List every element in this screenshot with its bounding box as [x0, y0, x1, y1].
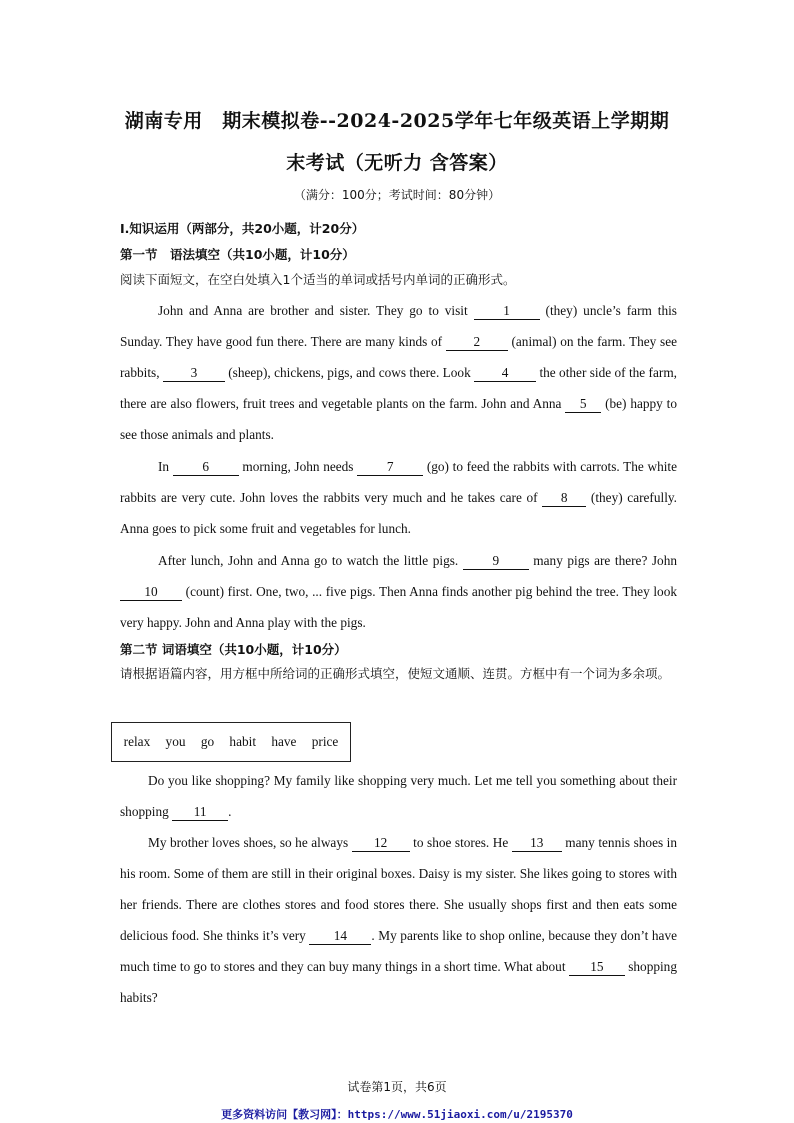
section1-heading: 第一节 语法填空（共10小题，计10分） — [120, 247, 355, 262]
blank-12: 12 — [352, 834, 410, 852]
blank-1: 1 — [474, 302, 540, 320]
word-option: price — [311, 734, 339, 749]
blank-11: 11 — [172, 803, 228, 821]
word-option: relax — [123, 734, 151, 749]
passage1-paragraph3: After lunch, John and Anna go to watch the little pigs. 9 many pigs are there? John 10 (count) first. One, two, ... five pigs. Then Anna finds another pig behind the tree. They look very happy. John and Anna play with the pigs. — [120, 553, 678, 630]
blank-2: 2 — [446, 333, 508, 351]
exam-info: （满分：100分；考试时间：80分钟） — [293, 188, 501, 202]
word-option: you — [165, 734, 186, 749]
passage2-paragraph1: Do you like shopping? My family like shopping very much. Let me tell you something about their shopping 11 . — [120, 773, 677, 819]
blank-5: 5 — [565, 395, 601, 413]
document-title-line1: 湖南专用 期末模拟卷--2024-2025学年七年级英语上学期期 — [124, 110, 670, 132]
blank-9: 9 — [463, 552, 529, 570]
site-link[interactable]: 更多资料访问【教习网】：https://www.51jiaoxi.com/u/2195370 — [221, 1108, 573, 1121]
word-option: have — [271, 734, 297, 749]
page-number: 试卷第1页，共6页 — [347, 1080, 447, 1094]
blank-6: 6 — [173, 458, 239, 476]
word-option: habit — [229, 734, 257, 749]
section1-instruction: 阅读下面短文，在空白处填入1个适当的单词或括号内单词的正确形式。 — [120, 272, 516, 287]
word-box — [111, 722, 351, 762]
blank-15: 15 — [569, 958, 625, 976]
section2-heading: 第二节 词语填空（共10小题，计10分） — [120, 642, 347, 657]
blank-7: 7 — [357, 458, 423, 476]
part1-heading: I.知识运用（两部分，共20小题，计20分） — [120, 221, 365, 236]
section2-instruction: 请根据语篇内容，用方框中所给词的正确形式填空，使短文通顺、连贯。方框中有一个词为多余项。 — [120, 666, 671, 681]
passage2-paragraph2: My brother loves shoes, so he always 12 to shoe stores. He 13 many tennis shoes in his room. Some of them are still in their original boxes. Daisy is my sister. She likes going to stores with her friends. There are clothes stores and food stores there. She usually shops first and then eats some delicious food. She thinks it’s very 14 . My parents like to shop online, because they don’t have much time to go to stores and they can buy many things in a short time. What about 15 shopping habits? — [120, 835, 678, 1005]
blank-13: 13 — [512, 834, 562, 852]
blank-3: 3 — [163, 364, 225, 382]
blank-14: 14 — [309, 927, 371, 945]
blank-8: 8 — [542, 489, 586, 507]
blank-4: 4 — [474, 364, 536, 382]
blank-10: 10 — [120, 583, 182, 601]
passage1-paragraph1: John and Anna are brother and sister. They go to visit 1 (they) uncle’s farm this Sunday. They have good fun there. There are many kinds of 2 (animal) on the farm. They see rabbits, 3 (sheep), chickens, pigs, and cows there. Look 4 the other side of the farm, there are also flowers, fruit trees and vegetable plants on the farm. John and Anna 5 (be) happy to see those animals and plants. — [120, 303, 677, 442]
passage1-paragraph2: In 6 morning, John needs 7 (go) to feed the rabbits with carrots. The white rabbits are very cute. John loves the rabbits very much and he takes care of 8 (they) carefully. Anna goes to pick some fruit and vegetables for lunch. — [120, 459, 678, 536]
document-title-line2: 末考试（无听力 含答案） — [286, 152, 508, 174]
word-option: go — [200, 734, 215, 749]
